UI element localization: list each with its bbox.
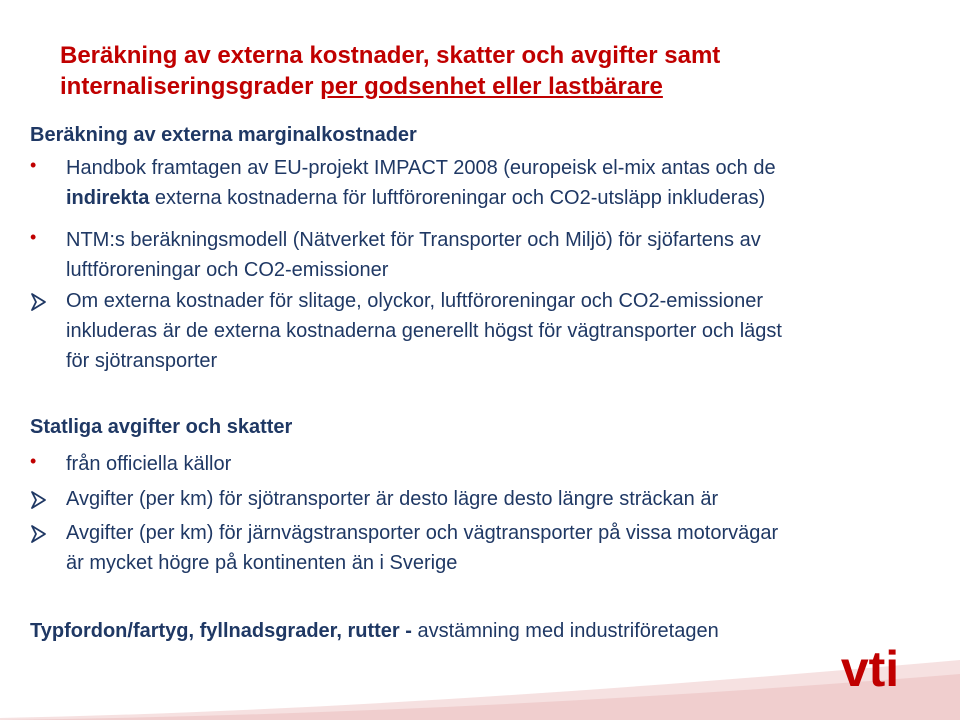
- section1-bullet1-line1: Handbok framtagen av EU-projekt IMPACT 2008 (europeisk el-mix antas och de: [66, 157, 776, 179]
- bullet-dot-icon: •: [30, 451, 37, 471]
- arrow-bullet-icon: [28, 291, 50, 313]
- section1-bullet1-bold: indirekta: [66, 187, 150, 209]
- vti-logo: [812, 636, 932, 706]
- section2-arrow1: Avgifter (per km) för sjötransporter är desto lägre desto längre sträckan är: [66, 488, 719, 510]
- bullet-dot-icon: •: [30, 155, 37, 175]
- slide-title-line2: [60, 71, 920, 102]
- bullet-dot-icon: •: [30, 227, 37, 247]
- section3-heading: [30, 620, 719, 643]
- section2-arrow2: [66, 518, 936, 578]
- section1-arrow1-line2: inkluderas är de externa kostnaderna generellt högst för vägtransporter och lägst: [66, 320, 782, 342]
- section1-arrow1-line1: Om externa kostnader för slitage, olyckor, luftföroreningar och CO2-emissioner: [66, 290, 763, 312]
- section1-heading: Beräkning av externa marginalkostnader: [30, 124, 417, 146]
- section1-bullet2-line1: NTM:s beräkningsmodell (Nätverket för Transporter och Miljö) för sjöfartens av: [66, 229, 761, 251]
- slide-title: [60, 40, 920, 102]
- section2-arrow2-line2: är mycket högre på kontinenten än i Sverige: [66, 552, 458, 574]
- slide-title-line2-start: internaliseringsgrader: [60, 73, 314, 100]
- arrow-bullet-icon: [28, 489, 50, 511]
- slide-title-line1: Beräkning av externa kostnader, skatter och avgifter samt: [60, 42, 721, 69]
- slide-title-line2-underlined: per godsenhet eller lastbärare: [320, 73, 663, 100]
- arrow-bullet-icon: [28, 523, 50, 545]
- section1-arrow1-line3: för sjötransporter: [66, 350, 218, 372]
- vti-logo-text: vti: [840, 641, 900, 697]
- section1-bullet1: [66, 153, 936, 213]
- section3-heading-bold: Typfordon/fartyg, fyllnadsgrader, rutter -: [30, 620, 418, 642]
- section2-bullet1: från officiella källor: [66, 453, 232, 475]
- section1-bullet1-line2: [66, 183, 936, 213]
- section1-arrow1: [66, 286, 936, 376]
- section1-bullet2: [66, 225, 936, 285]
- section1-bullet1-rest: externa kostnaderna för luftföroreningar och CO2-utsläpp inkluderas): [149, 187, 766, 209]
- section2-arrow2-line1: Avgifter (per km) för järnvägstransporter och vägtransporter på vissa motorvägar: [66, 522, 779, 544]
- section2-heading: Statliga avgifter och skatter: [30, 416, 293, 438]
- section3-heading-rest: avstämning med industriföretagen: [417, 620, 719, 642]
- section1-bullet2-line2: luftföroreningar och CO2-emissioner: [66, 259, 389, 281]
